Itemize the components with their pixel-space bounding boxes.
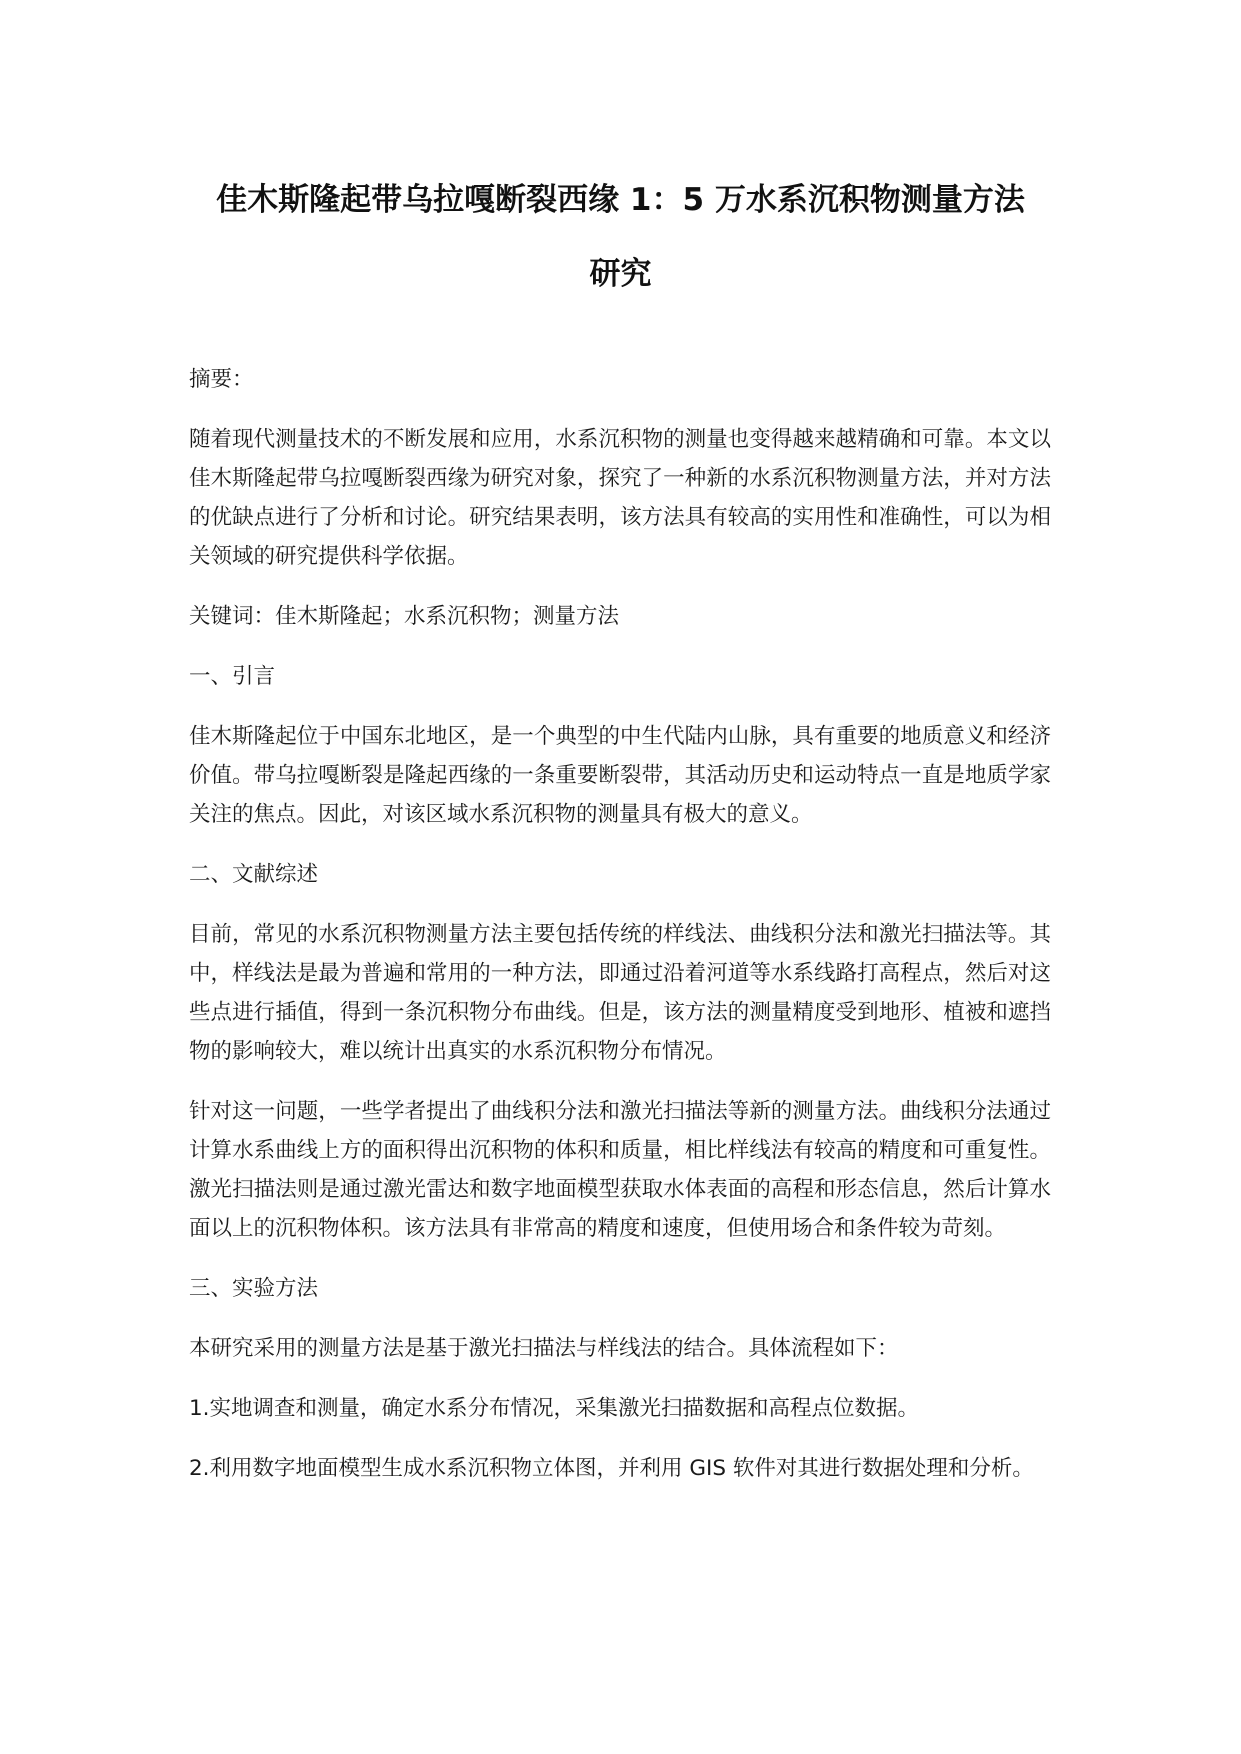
method-step-2: 2.利用数字地面模型生成水系沉积物立体图，并利用 GIS 软件对其进行数据处理和分析。 — [189, 1456, 1034, 1481]
literature-review-paragraph-1: 目前，常见的水系沉积物测量方法主要包括传统的样线法、曲线积分法和激光扫描法等。其中，样线法是最为普遍和常用的一种方法，即通过沿着河道等水系线路打高程点，然后对这些点进行插值，得到一条沉积物分布曲线。但是，该方法的测量精度受到地形、植被和遮挡物的影响较大，难以统计出真实的水系沉积物分布情况。 — [189, 922, 1051, 1064]
abstract-label: 摘要： — [189, 367, 254, 392]
keywords: 关键词：佳木斯隆起；水系沉积物；测量方法 — [189, 604, 620, 629]
literature-review-paragraph-2: 针对这一问题，一些学者提出了曲线积分法和激光扫描法等新的测量方法。曲线积分法通过计算水系曲线上方的面积得出沉积物的体积和质量，相比样线法有较高的精度和可重复性。激光扫描法则是通过激光雷达和数字地面模型获取水体表面的高程和形态信息，然后计算水面以上的沉积物体积。该方法具有非常高的精度和速度，但使用场合和条件较为苛刻。 — [189, 1099, 1051, 1241]
section-heading-introduction: 一、引言 — [189, 664, 276, 689]
paper-title-line-1: 佳木斯隆起带乌拉嘎断裂西缘 1：5 万水系沉积物测量方法 — [216, 182, 1025, 218]
abstract-text: 随着现代测量技术的不断发展和应用，水系沉积物的测量也变得越来越精确和可靠。本文以佳木斯隆起带乌拉嘎断裂西缘为研究对象，探究了一种新的水系沉积物测量方法，并对方法的优缺点进行了分析和讨论。研究结果表明，该方法具有较高的实用性和准确性，可以为相关领域的研究提供科学依据。 — [189, 427, 1051, 569]
section-heading-experimental-method: 三、实验方法 — [189, 1276, 319, 1301]
paper-title-line-2: 研究 — [589, 256, 652, 292]
introduction-paragraph: 佳木斯隆起位于中国东北地区，是一个典型的中生代陆内山脉，具有重要的地质意义和经济价值。带乌拉嘎断裂是隆起西缘的一条重要断裂带，其活动历史和运动特点一直是地质学家关注的焦点。因此，对该区域水系沉积物的测量具有极大的意义。 — [189, 724, 1051, 827]
section-heading-literature-review: 二、文献综述 — [189, 862, 319, 887]
method-step-1: 1.实地调查和测量，确定水系分布情况，采集激光扫描数据和高程点位数据。 — [189, 1396, 920, 1421]
method-intro-paragraph: 本研究采用的测量方法是基于激光扫描法与样线法的结合。具体流程如下： — [189, 1336, 899, 1361]
paper-body — [189, 360, 1051, 1509]
